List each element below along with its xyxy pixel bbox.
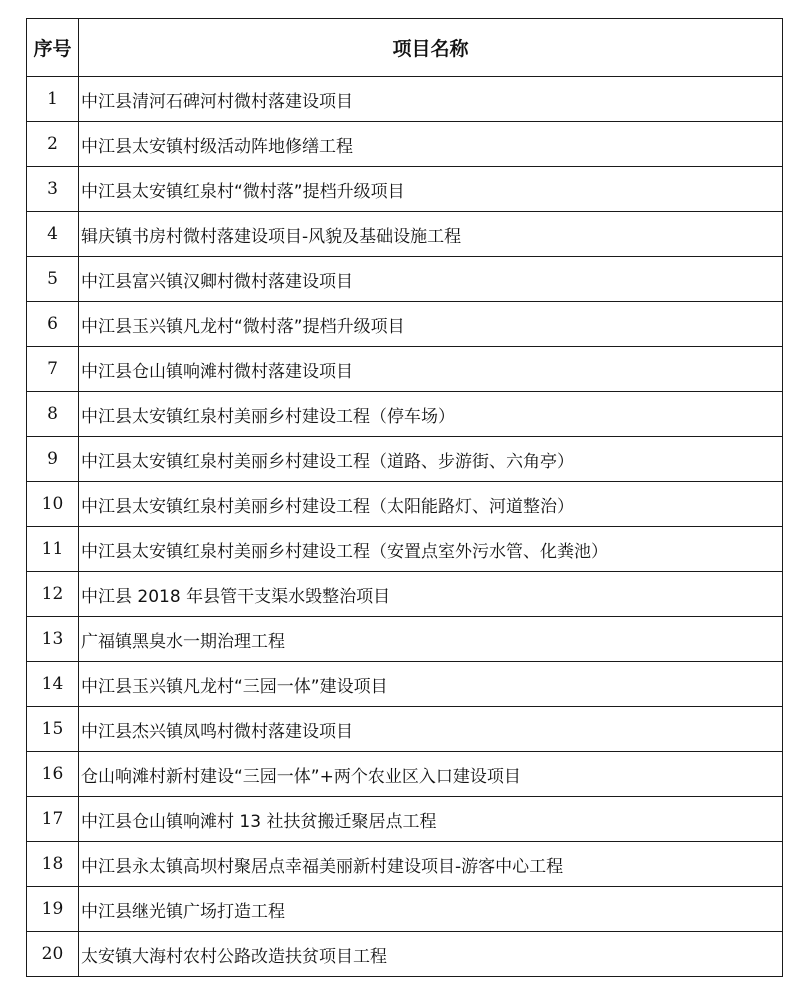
row-index: 17 (27, 797, 79, 842)
row-project-name: 中江县 2018 年县管干支渠水毁整治项目 (79, 572, 783, 617)
row-index: 15 (27, 707, 79, 752)
row-project-name: 辑庆镇书房村微村落建设项目-风貌及基础设施工程 (79, 212, 783, 257)
row-index: 8 (27, 392, 79, 437)
row-project-name: 中江县杰兴镇凤鸣村微村落建设项目 (79, 707, 783, 752)
table-row (27, 617, 783, 662)
table-row (27, 932, 783, 977)
table-row (27, 347, 783, 392)
row-index: 13 (27, 617, 79, 662)
table-row (27, 482, 783, 527)
row-project-name: 广福镇黑臭水一期治理工程 (79, 617, 783, 662)
table-row (27, 842, 783, 887)
row-index: 6 (27, 302, 79, 347)
table-row (27, 527, 783, 572)
row-project-name: 中江县太安镇红泉村美丽乡村建设工程（道路、步游街、六角亭） (79, 437, 783, 482)
row-index: 9 (27, 437, 79, 482)
row-project-name: 中江县继光镇广场打造工程 (79, 887, 783, 932)
header-row (27, 19, 783, 77)
table-row (27, 122, 783, 167)
row-index: 3 (27, 167, 79, 212)
table-row (27, 167, 783, 212)
table-row (27, 392, 783, 437)
table-row (27, 302, 783, 347)
row-index: 16 (27, 752, 79, 797)
table-row (27, 752, 783, 797)
row-index: 7 (27, 347, 79, 392)
table-row (27, 572, 783, 617)
project-table (26, 18, 783, 977)
header-index: 序号 (27, 19, 79, 77)
table-row (27, 77, 783, 122)
row-project-name: 中江县永太镇高坝村聚居点幸福美丽新村建设项目-游客中心工程 (79, 842, 783, 887)
row-project-name: 中江县富兴镇汉卿村微村落建设项目 (79, 257, 783, 302)
row-index: 19 (27, 887, 79, 932)
row-index: 11 (27, 527, 79, 572)
row-index: 5 (27, 257, 79, 302)
row-project-name: 中江县太安镇红泉村美丽乡村建设工程（安置点室外污水管、化粪池） (79, 527, 783, 572)
row-project-name: 中江县太安镇红泉村美丽乡村建设工程（太阳能路灯、河道整治） (79, 482, 783, 527)
row-project-name: 中江县仓山镇响滩村 13 社扶贫搬迁聚居点工程 (79, 797, 783, 842)
row-index: 18 (27, 842, 79, 887)
row-project-name: 中江县太安镇红泉村“微村落”提档升级项目 (79, 167, 783, 212)
row-project-name: 中江县清河石碑河村微村落建设项目 (79, 77, 783, 122)
header-project-name: 项目名称 (79, 19, 783, 77)
row-index: 2 (27, 122, 79, 167)
table-body (27, 77, 783, 977)
row-project-name: 中江县仓山镇响滩村微村落建设项目 (79, 347, 783, 392)
row-index: 12 (27, 572, 79, 617)
table-row (27, 887, 783, 932)
table-row (27, 662, 783, 707)
row-project-name: 中江县玉兴镇凡龙村“微村落”提档升级项目 (79, 302, 783, 347)
table-row (27, 797, 783, 842)
row-project-name: 中江县玉兴镇凡龙村“三园一体”建设项目 (79, 662, 783, 707)
row-index: 1 (27, 77, 79, 122)
row-project-name: 中江县太安镇红泉村美丽乡村建设工程（停车场） (79, 392, 783, 437)
row-project-name: 太安镇大海村农村公路改造扶贫项目工程 (79, 932, 783, 977)
row-index: 14 (27, 662, 79, 707)
row-project-name: 仓山响滩村新村建设“三园一体”+两个农业区入口建设项目 (79, 752, 783, 797)
row-project-name: 中江县太安镇村级活动阵地修缮工程 (79, 122, 783, 167)
row-index: 10 (27, 482, 79, 527)
row-index: 20 (27, 932, 79, 977)
table-row (27, 257, 783, 302)
table-row (27, 437, 783, 482)
table-header (27, 19, 783, 77)
table-row (27, 707, 783, 752)
table-row (27, 212, 783, 257)
row-index: 4 (27, 212, 79, 257)
